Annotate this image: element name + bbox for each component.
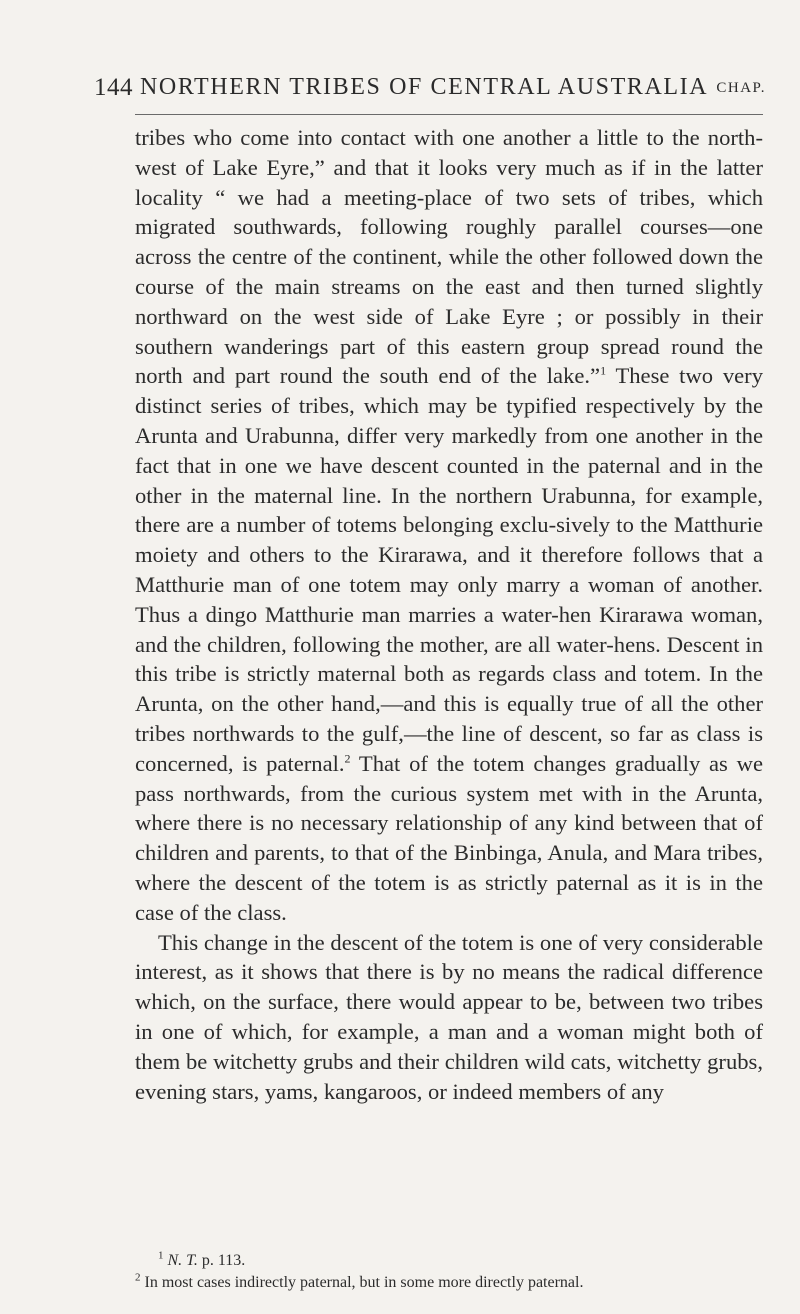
header-rule	[135, 114, 763, 115]
paragraph-1-part-2: These two very distinct series of tribes, which may be typified respectively by the Arunta and Urabunna, differ very markedly from one another in the fact that in one we have descent counted in the paternal and in the other in the maternal line. In the northern Urabunna, for example, there are a number of totems belonging exclu-sively to the Matthurie moiety and others to the Kirarawa, and it therefore follows that a Matthurie man of one totem may only marry a woman of another. Thus a dingo Matthurie man marries a water-hen Kirarawa woman, and the children, following the mother, are all water-hens. Descent in this tribe is strictly maternal both as regards class and totem. In the Arunta, on the other hand,—and this is equally true of all the other tribes northwards to the gulf,—the line of descent, so far as class is concerned, is paternal.	[135, 363, 763, 776]
paragraph-1-part-3: That of the totem changes gradually as we pass northwards, from the curious system met with in the Arunta, where there is no necessary relationship of any kind between that of children and parents, to that of the Binbinga, Anula, and Mara tribes, where the descent of the totem is as strictly paternal as it is in the case of the class.	[135, 750, 763, 925]
chapter-abbreviation: CHAP.	[716, 80, 766, 96]
paragraph-1-part-1: tribes who come into contact with one another a little to the north-west of Lake Eyre,” and that it looks very much as if in the latter locality “ we had a meeting-place of two sets of tribes, which migrated southwards, following roughly parallel courses—one across the centre of the continent, while the other followed down the course of the main streams on the east and then turned slightly northward on the west side of Lake Eyre ; or possibly in their southern wanderings part of this eastern group spread round the north and part round the south end of the lake.”	[135, 125, 763, 389]
footnote-1-marker: 1	[158, 1249, 164, 1262]
footnote-2-marker: 2	[135, 1271, 141, 1284]
page-number: 144	[94, 74, 133, 101]
footnote-1-reference: N. T.	[167, 1252, 198, 1269]
footnote-marker-2: 2	[344, 751, 351, 766]
paragraph-1	[135, 123, 763, 928]
footnote-2	[135, 1272, 763, 1294]
footnotes	[135, 1250, 763, 1294]
paragraph-2: This change in the descent of the totem is one of very considerable interest, as it shows that there is by no means the radical difference which, on the surface, there would appear to be, between two tribes in one of which, for example, a man and a woman might both of them be witchetty grubs and their children wild cats, witchetty grubs, evening stars, yams, kangaroos, or indeed members of any	[135, 929, 763, 1104]
body-text	[135, 123, 763, 1106]
footnote-marker-1: 1	[600, 363, 607, 378]
footnote-1-page: p. 113.	[197, 1252, 246, 1269]
running-title: NORTHERN TRIBES OF CENTRAL AUSTRALIA	[140, 74, 709, 100]
footnote-2-text: In most cases indirectly paternal, but in some more directly paternal.	[140, 1274, 584, 1291]
footnote-1	[135, 1250, 763, 1272]
page-header	[94, 70, 766, 110]
